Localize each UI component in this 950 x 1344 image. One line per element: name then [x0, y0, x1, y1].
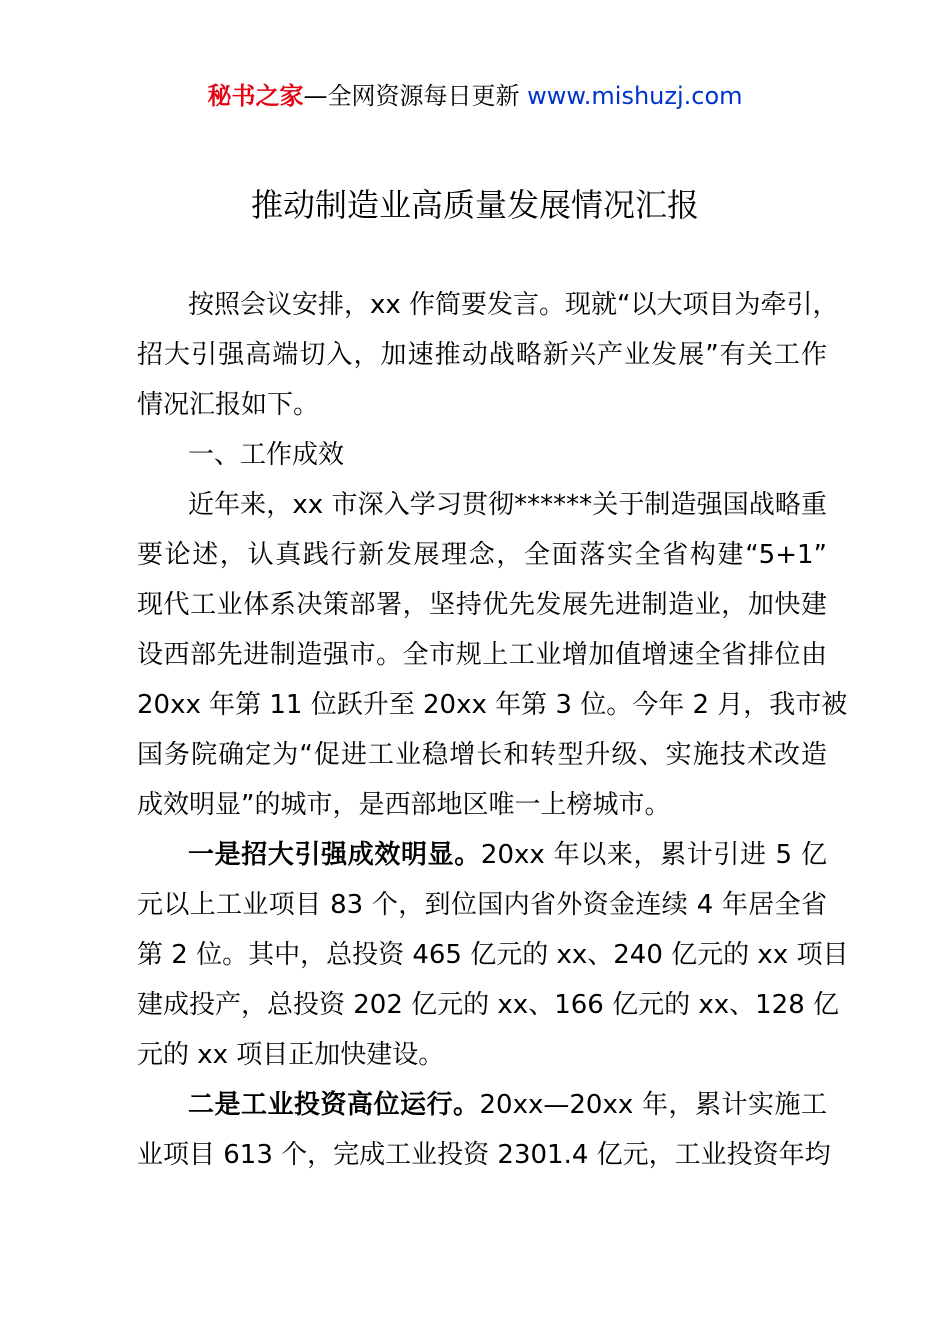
paragraph-line: 第 2 位。其中，总投资 465 亿元的 xx、240 亿元的 xx 项目 — [137, 940, 849, 970]
paragraph-text: 20xx—20xx 年，累计实施工 — [479, 1090, 827, 1120]
bold-lead-1: 一是招大引强成效明显。 — [188, 840, 481, 870]
paragraph-line: 设西部先进制造强市。全市规上工业增加值增速全省排位由 — [137, 640, 827, 670]
site-url-link[interactable]: www.mishuzj.com — [527, 82, 743, 110]
paragraph-line: 国务院确定为“促进工业稳增长和转型升级、实施技术改造 — [137, 740, 827, 770]
paragraph-line: 现代工业体系决策部署，坚持优先发展先进制造业，加快建 — [137, 590, 827, 620]
paragraph-line: 业项目 613 个，完成工业投资 2301.4 亿元，工业投资年均 — [137, 1140, 831, 1170]
site-brand: 秘书之家 — [207, 82, 304, 110]
paragraph-line: 20xx 年第 11 位跃升至 20xx 年第 3 位。今年 2 月，我市被 — [137, 690, 848, 720]
paragraph-line: 情况汇报如下。 — [137, 390, 320, 420]
bold-lead-2: 二是工业投资高位运行。 — [188, 1090, 480, 1120]
paragraph-line — [137, 830, 827, 880]
paragraph-line: 元的 xx 项目正加快建设。 — [137, 1040, 445, 1070]
paragraph-line: 要论述，认真践行新发展理念，全面落实全省构建“5+1” — [137, 540, 827, 570]
paragraph-line: 按照会议安排，xx 作简要发言。现就“以大项目为牵引， — [188, 290, 839, 320]
site-tagline: —全网资源每日更新 — [303, 82, 528, 110]
paragraph-line: 建成投产，总投资 202 亿元的 xx、166 亿元的 xx、128 亿 — [137, 990, 840, 1020]
paragraph-line: 成效明显”的城市，是西部地区唯一上榜城市。 — [137, 790, 671, 820]
document-body — [137, 280, 849, 1180]
paragraph-line — [137, 1080, 827, 1130]
section-heading: 一、工作成效 — [188, 440, 345, 470]
paragraph-line: 近年来，xx 市深入学习贯彻******关于制造强国战略重 — [188, 490, 827, 520]
paragraph-line: 招大引强高端切入，加速推动战略新兴产业发展”有关工作 — [137, 340, 827, 370]
paragraph-text: 20xx 年以来，累计引进 5 亿 — [480, 840, 827, 870]
document-title: 推动制造业高质量发展情况汇报 — [250, 186, 699, 224]
site-header — [0, 80, 950, 112]
paragraph-line: 元以上工业项目 83 个，到位国内省外资金连续 4 年居全省 — [137, 890, 827, 920]
